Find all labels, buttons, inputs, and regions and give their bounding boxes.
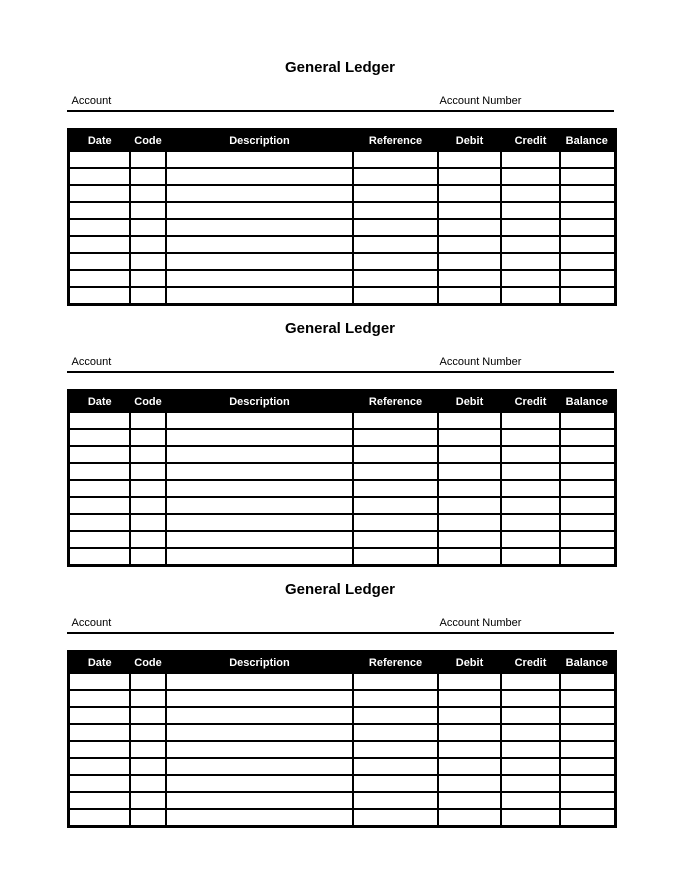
- account-number-label: Account Number: [439, 95, 522, 107]
- ledger-empty-cell: [166, 287, 353, 305]
- ledger-empty-cell: [501, 219, 560, 236]
- ledger-empty-cell: [130, 724, 166, 741]
- ledger-empty-cell: [166, 741, 353, 758]
- ledger-empty-row: [68, 514, 615, 531]
- ledger-empty-cell: [501, 480, 560, 497]
- ledger-empty-cell: [501, 548, 560, 566]
- ledger-empty-cell: [130, 531, 166, 548]
- ledger-empty-cell: [560, 707, 615, 724]
- ledger-empty-cell: [353, 548, 438, 566]
- ledger-empty-cell: [130, 809, 166, 827]
- column-header-balance: Balance: [560, 652, 615, 674]
- ledger-empty-cell: [68, 724, 130, 741]
- ledger-empty-cell: [68, 270, 130, 287]
- ledger-empty-cell: [560, 463, 615, 480]
- ledger-empty-row: [68, 792, 615, 809]
- ledger-empty-cell: [501, 741, 560, 758]
- ledger-empty-cell: [68, 185, 130, 202]
- ledger-empty-cell: [353, 202, 438, 219]
- ledger-empty-cell: [130, 202, 166, 219]
- ledger-empty-cell: [166, 463, 353, 480]
- ledger-empty-cell: [166, 185, 353, 202]
- ledger-empty-cell: [560, 690, 615, 707]
- ledger-empty-cell: [68, 690, 130, 707]
- ledger-empty-cell: [353, 412, 438, 429]
- ledger-empty-row: [68, 219, 615, 236]
- ledger-empty-cell: [166, 202, 353, 219]
- ledger-empty-cell: [438, 270, 501, 287]
- ledger-empty-cell: [130, 463, 166, 480]
- ledger-empty-cell: [501, 531, 560, 548]
- ledger-empty-cell: [68, 202, 130, 219]
- ledger-empty-cell: [130, 168, 166, 185]
- ledger-empty-cell: [353, 287, 438, 305]
- ledger-empty-cell: [68, 253, 130, 270]
- ledger-empty-cell: [501, 690, 560, 707]
- column-header-code: Code: [130, 130, 166, 152]
- ledger-empty-cell: [438, 429, 501, 446]
- ledger-empty-cell: [166, 809, 353, 827]
- account-fields-row: [67, 617, 614, 634]
- ledger-empty-cell: [438, 168, 501, 185]
- account-label: Account: [71, 617, 112, 629]
- column-header-debit: Debit: [438, 652, 501, 674]
- ledger-empty-cell: [501, 168, 560, 185]
- ledger-empty-cell: [560, 809, 615, 827]
- ledger-empty-row: [68, 202, 615, 219]
- ledger-empty-row: [68, 809, 615, 827]
- ledger-empty-cell: [353, 758, 438, 775]
- column-header-credit: Credit: [501, 652, 560, 674]
- ledger-empty-cell: [130, 236, 166, 253]
- ledger-empty-cell: [560, 253, 615, 270]
- section-title: General Ledger: [284, 59, 396, 76]
- ledger-empty-cell: [68, 168, 130, 185]
- ledger-empty-cell: [68, 480, 130, 497]
- ledger-empty-cell: [130, 151, 166, 168]
- table-header-row: [68, 652, 615, 674]
- ledger-empty-cell: [438, 236, 501, 253]
- ledger-empty-cell: [68, 236, 130, 253]
- ledger-empty-cell: [501, 412, 560, 429]
- ledger-empty-cell: [438, 758, 501, 775]
- ledger-empty-cell: [438, 531, 501, 548]
- ledger-empty-cell: [438, 775, 501, 792]
- ledger-empty-row: [68, 151, 615, 168]
- ledger-empty-cell: [166, 429, 353, 446]
- ledger-empty-cell: [68, 287, 130, 305]
- ledger-empty-cell: [438, 724, 501, 741]
- ledger-empty-cell: [166, 758, 353, 775]
- column-header-description: Description: [166, 652, 353, 674]
- ledger-empty-cell: [353, 151, 438, 168]
- ledger-empty-row: [68, 724, 615, 741]
- ledger-empty-cell: [438, 514, 501, 531]
- ledger-empty-cell: [560, 185, 615, 202]
- ledger-empty-cell: [560, 151, 615, 168]
- ledger-empty-cell: [130, 775, 166, 792]
- ledger-section-3: [67, 582, 614, 828]
- ledger-empty-cell: [560, 531, 615, 548]
- ledger-empty-cell: [68, 673, 130, 690]
- ledger-empty-cell: [438, 548, 501, 566]
- column-header-description: Description: [166, 391, 353, 413]
- account-fields-row: [67, 356, 614, 373]
- ledger-empty-row: [68, 253, 615, 270]
- column-header-date: Date: [68, 130, 130, 152]
- column-header-credit: Credit: [501, 130, 560, 152]
- ledger-empty-cell: [68, 429, 130, 446]
- ledger-empty-cell: [130, 758, 166, 775]
- section-title: General Ledger: [284, 320, 396, 337]
- account-number-label: Account Number: [439, 617, 522, 629]
- ledger-empty-cell: [501, 792, 560, 809]
- ledger-empty-cell: [438, 412, 501, 429]
- ledger-empty-cell: [353, 446, 438, 463]
- ledger-empty-cell: [166, 151, 353, 168]
- ledger-empty-cell: [130, 429, 166, 446]
- ledger-empty-cell: [353, 270, 438, 287]
- ledger-empty-cell: [501, 446, 560, 463]
- ledger-empty-cell: [353, 253, 438, 270]
- column-header-reference: Reference: [353, 391, 438, 413]
- ledger-empty-cell: [130, 270, 166, 287]
- ledger-empty-cell: [560, 548, 615, 566]
- ledger-empty-cell: [166, 673, 353, 690]
- ledger-empty-cell: [353, 480, 438, 497]
- ledger-empty-row: [68, 775, 615, 792]
- ledger-empty-cell: [130, 446, 166, 463]
- ledger-empty-cell: [353, 168, 438, 185]
- ledger-empty-cell: [353, 809, 438, 827]
- ledger-empty-cell: [166, 446, 353, 463]
- ledger-empty-cell: [501, 270, 560, 287]
- ledger-empty-cell: [166, 514, 353, 531]
- ledger-empty-cell: [166, 775, 353, 792]
- ledger-empty-cell: [166, 270, 353, 287]
- ledger-empty-cell: [438, 497, 501, 514]
- ledger-empty-cell: [501, 775, 560, 792]
- account-number-label: Account Number: [439, 356, 522, 368]
- ledger-empty-cell: [68, 792, 130, 809]
- ledger-empty-cell: [501, 758, 560, 775]
- ledger-empty-cell: [560, 287, 615, 305]
- ledger-empty-row: [68, 270, 615, 287]
- account-label: Account: [71, 95, 112, 107]
- ledger-empty-cell: [68, 531, 130, 548]
- ledger-empty-cell: [501, 673, 560, 690]
- ledger-empty-cell: [438, 707, 501, 724]
- ledger-empty-cell: [68, 463, 130, 480]
- ledger-empty-cell: [130, 497, 166, 514]
- ledger-empty-cell: [560, 446, 615, 463]
- ledger-empty-cell: [438, 185, 501, 202]
- ledger-empty-cell: [501, 514, 560, 531]
- ledger-empty-cell: [68, 775, 130, 792]
- ledger-empty-cell: [438, 809, 501, 827]
- ledger-section-1: [67, 60, 614, 306]
- column-header-debit: Debit: [438, 391, 501, 413]
- ledger-empty-cell: [130, 253, 166, 270]
- ledger-empty-cell: [353, 185, 438, 202]
- ledger-empty-cell: [501, 202, 560, 219]
- ledger-empty-cell: [68, 548, 130, 566]
- ledger-empty-cell: [438, 253, 501, 270]
- ledger-empty-row: [68, 446, 615, 463]
- ledger-empty-cell: [438, 202, 501, 219]
- ledger-empty-cell: [353, 219, 438, 236]
- ledger-empty-cell: [166, 548, 353, 566]
- column-header-code: Code: [130, 652, 166, 674]
- column-header-code: Code: [130, 391, 166, 413]
- ledger-empty-cell: [353, 514, 438, 531]
- ledger-empty-cell: [353, 690, 438, 707]
- ledger-table: [67, 128, 617, 306]
- ledger-empty-cell: [560, 202, 615, 219]
- column-header-date: Date: [68, 391, 130, 413]
- ledger-empty-cell: [501, 236, 560, 253]
- ledger-empty-row: [68, 185, 615, 202]
- ledger-empty-cell: [353, 775, 438, 792]
- ledger-empty-cell: [130, 548, 166, 566]
- ledger-empty-cell: [438, 792, 501, 809]
- ledger-empty-cell: [560, 219, 615, 236]
- table-header-row: [68, 391, 615, 413]
- ledger-empty-cell: [560, 236, 615, 253]
- ledger-empty-cell: [130, 741, 166, 758]
- ledger-empty-cell: [68, 809, 130, 827]
- ledger-empty-cell: [438, 287, 501, 305]
- ledger-empty-cell: [353, 724, 438, 741]
- ledger-empty-cell: [501, 287, 560, 305]
- column-header-credit: Credit: [501, 391, 560, 413]
- ledger-empty-cell: [130, 673, 166, 690]
- ledger-empty-cell: [130, 412, 166, 429]
- ledger-empty-cell: [166, 253, 353, 270]
- ledger-empty-cell: [68, 151, 130, 168]
- ledger-empty-cell: [501, 185, 560, 202]
- ledger-empty-cell: [68, 219, 130, 236]
- ledger-empty-row: [68, 673, 615, 690]
- ledger-empty-cell: [501, 253, 560, 270]
- ledger-empty-cell: [166, 792, 353, 809]
- column-header-balance: Balance: [560, 391, 615, 413]
- ledger-empty-cell: [501, 151, 560, 168]
- ledger-table: [67, 389, 617, 567]
- ledger-empty-row: [68, 480, 615, 497]
- ledger-empty-cell: [438, 690, 501, 707]
- ledger-empty-cell: [353, 497, 438, 514]
- ledger-empty-cell: [501, 497, 560, 514]
- ledger-empty-cell: [438, 673, 501, 690]
- ledger-empty-cell: [560, 792, 615, 809]
- ledger-empty-cell: [166, 497, 353, 514]
- ledger-empty-cell: [560, 429, 615, 446]
- ledger-empty-cell: [353, 429, 438, 446]
- ledger-empty-row: [68, 497, 615, 514]
- ledger-empty-cell: [501, 463, 560, 480]
- ledger-empty-cell: [438, 480, 501, 497]
- ledger-empty-cell: [166, 168, 353, 185]
- ledger-empty-cell: [438, 741, 501, 758]
- ledger-empty-cell: [353, 741, 438, 758]
- ledger-empty-cell: [560, 724, 615, 741]
- ledger-empty-cell: [353, 236, 438, 253]
- ledger-empty-cell: [130, 707, 166, 724]
- ledger-empty-row: [68, 168, 615, 185]
- column-header-reference: Reference: [353, 130, 438, 152]
- ledger-empty-cell: [166, 531, 353, 548]
- ledger-empty-cell: [560, 775, 615, 792]
- column-header-reference: Reference: [353, 652, 438, 674]
- ledger-empty-row: [68, 707, 615, 724]
- ledger-empty-cell: [438, 151, 501, 168]
- ledger-empty-cell: [353, 707, 438, 724]
- section-title: General Ledger: [284, 581, 396, 598]
- table-body: [68, 151, 615, 305]
- ledger-empty-cell: [68, 707, 130, 724]
- ledger-empty-cell: [68, 514, 130, 531]
- ledger-empty-row: [68, 429, 615, 446]
- ledger-empty-cell: [353, 792, 438, 809]
- ledger-empty-cell: [560, 168, 615, 185]
- ledger-empty-cell: [353, 531, 438, 548]
- ledger-empty-cell: [560, 673, 615, 690]
- ledger-empty-row: [68, 287, 615, 305]
- ledger-empty-cell: [501, 429, 560, 446]
- ledger-empty-cell: [560, 758, 615, 775]
- ledger-section-2: [67, 321, 614, 567]
- ledger-empty-row: [68, 236, 615, 253]
- table-body: [68, 412, 615, 566]
- column-header-balance: Balance: [560, 130, 615, 152]
- ledger-empty-cell: [130, 514, 166, 531]
- ledger-empty-cell: [130, 219, 166, 236]
- ledger-empty-row: [68, 412, 615, 429]
- table-header-row: [68, 130, 615, 152]
- ledger-empty-cell: [166, 480, 353, 497]
- column-header-date: Date: [68, 652, 130, 674]
- column-header-description: Description: [166, 130, 353, 152]
- ledger-empty-cell: [68, 412, 130, 429]
- ledger-empty-cell: [353, 463, 438, 480]
- ledger-empty-row: [68, 690, 615, 707]
- ledger-empty-cell: [68, 446, 130, 463]
- ledger-empty-cell: [166, 690, 353, 707]
- ledger-empty-cell: [166, 412, 353, 429]
- ledger-empty-cell: [130, 287, 166, 305]
- ledger-empty-row: [68, 758, 615, 775]
- ledger-empty-cell: [560, 412, 615, 429]
- ledger-empty-cell: [560, 514, 615, 531]
- ledger-empty-cell: [560, 270, 615, 287]
- ledger-empty-cell: [501, 724, 560, 741]
- column-header-debit: Debit: [438, 130, 501, 152]
- ledger-empty-cell: [130, 690, 166, 707]
- ledger-empty-row: [68, 548, 615, 566]
- ledger-table: [67, 650, 617, 828]
- ledger-empty-row: [68, 463, 615, 480]
- account-fields-row: [67, 95, 614, 112]
- ledger-empty-cell: [130, 480, 166, 497]
- ledger-empty-cell: [353, 673, 438, 690]
- ledger-empty-cell: [68, 497, 130, 514]
- ledger-empty-cell: [130, 185, 166, 202]
- ledger-empty-cell: [166, 724, 353, 741]
- ledger-empty-row: [68, 741, 615, 758]
- ledger-empty-cell: [438, 446, 501, 463]
- ledger-empty-cell: [166, 707, 353, 724]
- ledger-empty-cell: [560, 741, 615, 758]
- ledger-empty-cell: [166, 219, 353, 236]
- ledger-empty-cell: [560, 480, 615, 497]
- ledger-empty-cell: [68, 741, 130, 758]
- ledger-empty-cell: [438, 219, 501, 236]
- ledger-empty-cell: [166, 236, 353, 253]
- ledger-empty-cell: [438, 463, 501, 480]
- ledger-empty-row: [68, 531, 615, 548]
- ledger-empty-cell: [68, 758, 130, 775]
- ledger-empty-cell: [501, 809, 560, 827]
- ledger-empty-cell: [560, 497, 615, 514]
- ledger-empty-cell: [130, 792, 166, 809]
- account-label: Account: [71, 356, 112, 368]
- ledger-empty-cell: [501, 707, 560, 724]
- table-body: [68, 673, 615, 827]
